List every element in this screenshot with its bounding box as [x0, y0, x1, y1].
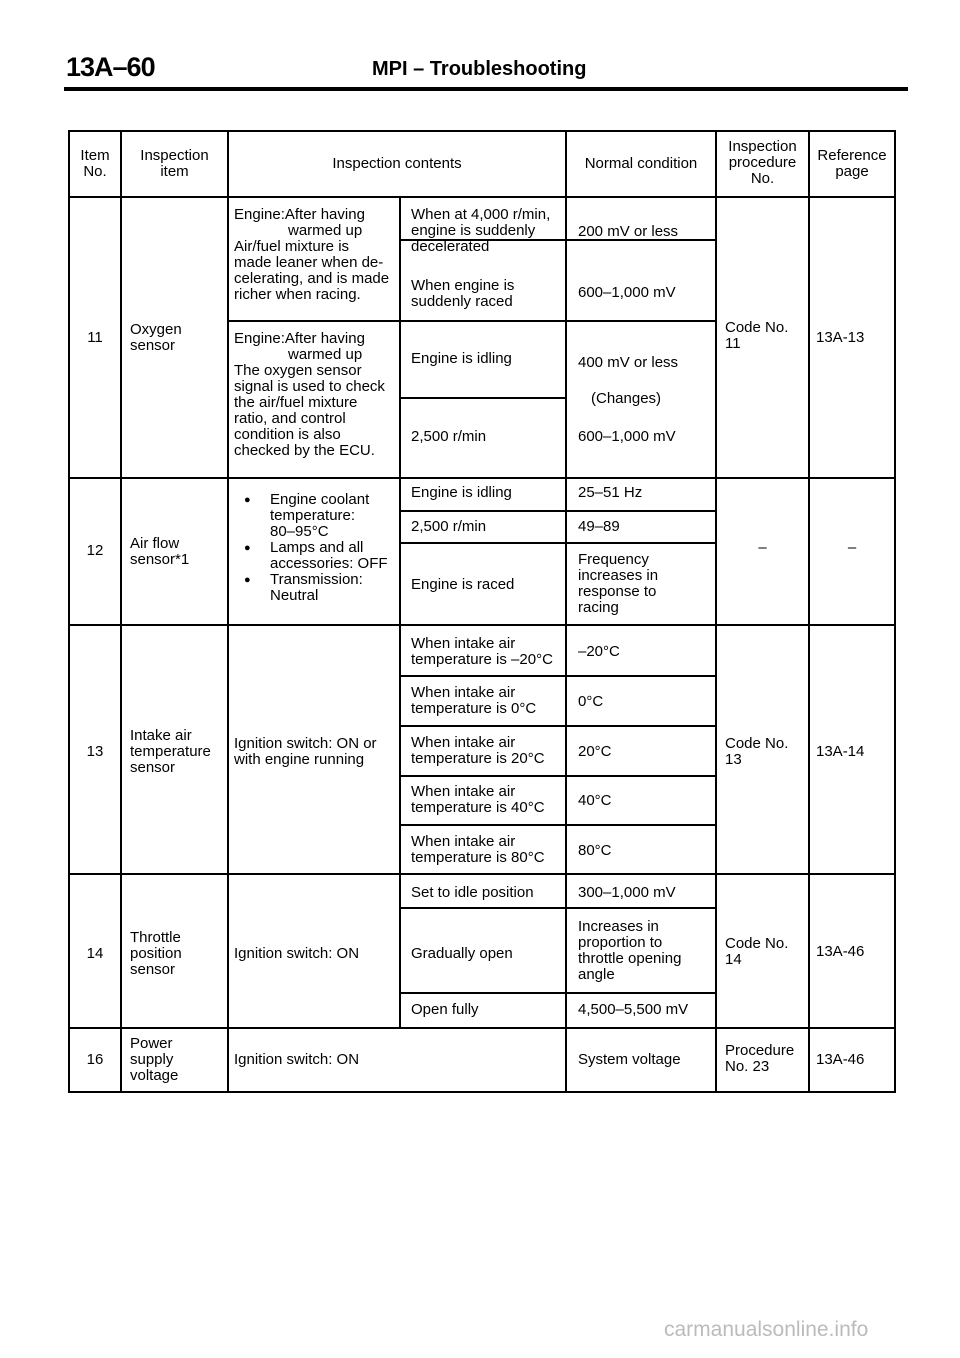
r12-s3-normal: Frequency increases in response to racing	[578, 551, 659, 616]
r14-s1-normal: 300–1,000 mV	[578, 884, 676, 901]
r11-a2-subcondition: When engine is suddenly raced	[411, 277, 515, 310]
r11-a1-subcondition: When at 4,000 r/min, engine is suddenly decelerated	[411, 206, 551, 255]
col-header-item: Item No.	[80, 147, 110, 180]
r13-norm-2: 0°C	[578, 693, 604, 710]
col-sep-6	[808, 130, 810, 1093]
r16-item-no: 16	[86, 1051, 104, 1068]
r14-split-2	[399, 992, 717, 994]
r12-procedure: –	[758, 539, 767, 556]
page-title: MPI – Troubleshooting	[372, 58, 587, 80]
r14-s3-subcondition: Open fully	[411, 1001, 479, 1018]
row-sep-14-16	[68, 1027, 896, 1029]
r11-a2-normal: 600–1,000 mV	[578, 284, 676, 301]
col-header-inspection-item: Inspection item	[140, 147, 209, 180]
col-sep-1	[120, 130, 122, 1093]
r13-item-no: 13	[86, 743, 104, 760]
header-rule	[64, 87, 908, 91]
table-border-top	[68, 130, 896, 132]
row-sep-13-14	[68, 873, 896, 875]
r11-inspection-item: Oxygen sensor	[130, 321, 182, 354]
r11-b-split	[399, 397, 565, 399]
r13-norm-4: 40°C	[578, 792, 612, 809]
row-sep-11-12	[68, 477, 896, 479]
r12-split-1	[399, 510, 717, 512]
r14-condition: Ignition switch: ON	[234, 945, 360, 962]
r14-item-no: 14	[86, 945, 104, 962]
col-header-normal-condition: Normal condition	[584, 155, 698, 172]
r13-split-4	[399, 824, 717, 826]
r12-s3-subcondition: Engine is raced	[411, 576, 515, 593]
r13-split-3	[399, 775, 717, 777]
table-border-right	[894, 130, 896, 1093]
r14-s2-subcondition: Gradually open	[411, 945, 513, 962]
col-sep-3	[399, 198, 401, 1029]
page-number: 13A–60	[66, 52, 155, 82]
col-sep-4	[565, 130, 567, 1093]
col-sep-2	[227, 130, 229, 1093]
r16-condition: Ignition switch: ON	[234, 1051, 360, 1068]
r16-inspection-item: Power supply voltage	[130, 1035, 179, 1084]
r12-s2-normal: 49–89	[578, 518, 620, 535]
r13-split-1	[399, 675, 717, 677]
col-header-procedure: Inspection procedure No.	[728, 138, 797, 187]
r14-split-1	[399, 907, 717, 909]
r12-reference: –	[847, 539, 857, 556]
r13-split-2	[399, 725, 717, 727]
r14-reference: 13A-46	[816, 943, 865, 960]
r13-norm-5: 80°C	[578, 842, 612, 859]
r14-s2-normal: Increases in proportion to throttle opening angle	[578, 918, 682, 983]
watermark: carmanualsonline.info	[664, 1318, 869, 1341]
r13-sub-5: When intake air temperature is 80°C	[411, 833, 545, 866]
r12-item-no: 12	[86, 542, 104, 559]
r11-procedure: Code No. 11	[725, 319, 789, 352]
r12-s1-normal: 25–51 Hz	[578, 484, 643, 501]
col-header-inspection-contents: Inspection contents	[332, 155, 462, 172]
r11-item-no: 11	[87, 329, 103, 346]
r11-b-changes: (Changes)	[591, 390, 662, 407]
r12-inspection-item: Air flow sensor*1	[130, 535, 190, 568]
r16-reference: 13A-46	[816, 1051, 865, 1068]
r16-procedure: Procedure No. 23	[725, 1042, 795, 1075]
col-header-reference: Reference page	[817, 147, 887, 180]
r12-condition: ● Engine coolant temperature: 80–95°C ● Lamps and all accessories: OFF ● Transmission: Neutral	[270, 492, 388, 604]
r12-split-2	[399, 542, 717, 544]
r13-condition: Ignition switch: ON or with engine running	[234, 735, 377, 768]
r11-condition-a: Engine:After having warmed up Air/fuel mixture is made leaner when de- celerating, and is made richer when racing.	[234, 206, 390, 303]
r11-split-ab	[227, 320, 717, 322]
r13-inspection-item: Intake air temperature sensor	[130, 727, 211, 776]
r14-inspection-item: Throttle position sensor	[130, 929, 182, 978]
r13-procedure: Code No. 13	[725, 735, 789, 768]
row-sep-12-13	[68, 624, 896, 626]
r11-a1-normal: 200 mV or less	[578, 223, 679, 240]
r13-norm-1: –20°C	[578, 643, 620, 660]
r12-s2-subcondition: 2,500 r/min	[411, 518, 487, 535]
r11-b1-normal: 400 mV or less	[578, 354, 679, 371]
r13-sub-3: When intake air temperature is 20°C	[411, 734, 545, 767]
r16-normal: System voltage	[578, 1051, 681, 1068]
r13-sub-4: When intake air temperature is 40°C	[411, 783, 545, 816]
r13-reference: 13A-14	[816, 743, 865, 760]
table-border-bottom	[68, 1091, 896, 1093]
col-sep-5	[715, 130, 717, 1093]
r14-s3-normal: 4,500–5,500 mV	[578, 1001, 689, 1018]
r13-norm-3: 20°C	[578, 743, 612, 760]
r13-sub-2: When intake air temperature is 0°C	[411, 684, 537, 717]
r13-sub-1: When intake air temperature is –20°C	[411, 635, 553, 668]
header-row-bottom	[68, 196, 896, 198]
troubleshooting-table	[68, 130, 896, 1093]
r11-b2-subcondition: 2,500 r/min	[411, 428, 487, 445]
r11-condition-b: Engine:After having warmed up The oxygen sensor signal is used to check the air/fuel mixture ratio, and control condition is also checked by the ECU.	[234, 330, 385, 459]
r12-s1-subcondition: Engine is idling	[411, 484, 512, 501]
r11-b2-normal: 600–1,000 mV	[578, 428, 676, 445]
r14-s1-subcondition: Set to idle position	[411, 884, 534, 901]
r14-procedure: Code No. 14	[725, 935, 789, 968]
r11-reference: 13A-13	[816, 329, 865, 346]
r11-b1-subcondition: Engine is idling	[411, 350, 512, 367]
